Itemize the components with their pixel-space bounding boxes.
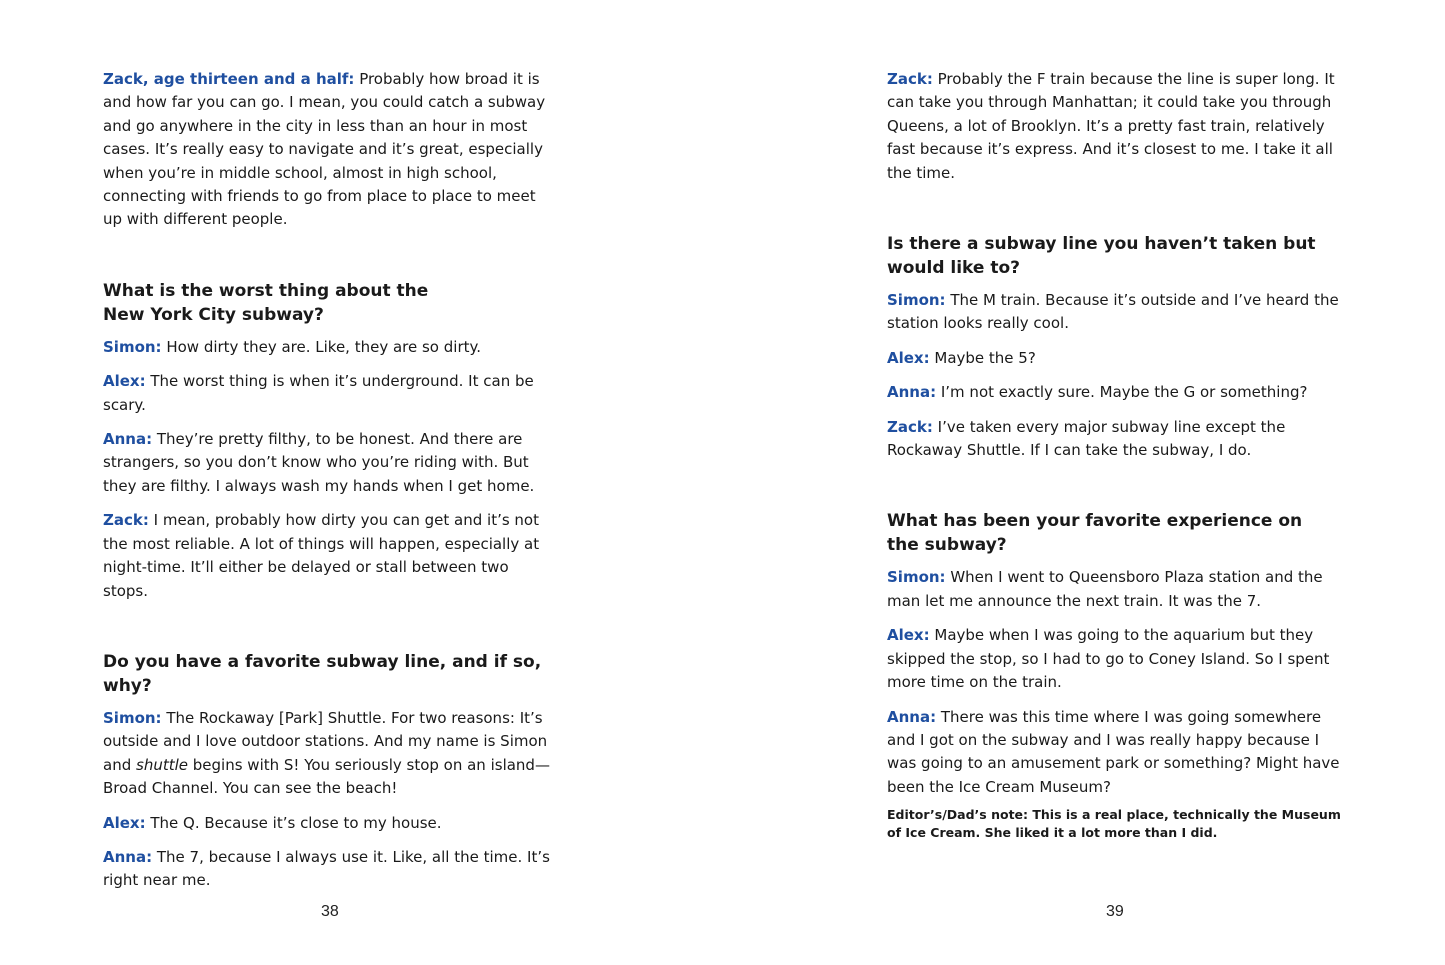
answer-simon [103, 707, 558, 801]
answer-italic: shuttle [136, 755, 188, 774]
answer-anna [887, 706, 1345, 800]
answer-alex [103, 812, 558, 835]
page-number: 39 [1106, 903, 1124, 920]
answer-text: The M train. Because it’s outside and I’ve heard the station looks really cool. [887, 291, 1339, 333]
answer-anna [887, 381, 1345, 404]
answer-alex [887, 624, 1345, 694]
answer-simon [887, 289, 1345, 336]
answer-anna [103, 428, 558, 498]
editor-note: Editor’s/Dad’s note: This is a real place, technically the Museum of Ice Cream. She liked it a lot more than I did. [887, 807, 1341, 841]
speaker-label: Alex: [103, 372, 146, 391]
speaker-label: Anna: [887, 707, 937, 726]
answer-anna [103, 846, 558, 893]
speaker-label: Zack: [887, 417, 933, 436]
page-right-column [887, 68, 1345, 842]
answer-alex [103, 370, 558, 417]
speaker-label: Anna: [103, 847, 153, 866]
answer-zack [103, 509, 558, 603]
speaker-label: Alex: [887, 626, 930, 645]
answer-text: How dirty they are. Like, they are so dirty. [161, 337, 481, 356]
answer-text-continued: begins with S! You seriously stop on an island—Broad Channel. You can see the beach! [103, 755, 550, 798]
speaker-label: Zack: [103, 511, 149, 530]
question-heading: What is the worst thing about the New York City subway? [103, 280, 429, 325]
answer-text: Probably how broad it is and how far you can go. I mean, you could catch a subway and go anywhere in the city in less than an hour in most cases. It’s really easy to navigate and it’s great, especially when you’re in middle school, almost in high school, connecting with friends to go from place to place to meet up with different people. [103, 70, 546, 229]
answer-alex [887, 347, 1345, 370]
answer-text: I’m not exactly sure. Maybe the G or something? [936, 383, 1308, 402]
answer-text: Maybe the 5? [929, 348, 1036, 367]
speaker-label: Simon: [887, 568, 946, 587]
speaker-label: Simon: [103, 337, 162, 356]
question-heading: Is there a subway line you haven’t taken but would like to? [887, 234, 1316, 279]
answer-text: There was this time where I was going somewhere and I got on the subway and I was really happy because I was going to an amusement park or something? Might have been the Ice Cream Museum? [887, 707, 1340, 796]
answer-zack [887, 416, 1345, 463]
question-heading: What has been your favorite experience on the subway? [887, 511, 1303, 556]
page-right [722, 0, 1445, 965]
answer-text: Maybe when I was going to the aquarium but they skipped the stop, so I had to go to Coney Island. So I spent more time on the train. [887, 626, 1330, 692]
answer-text: I mean, probably how dirty you can get and it’s not the most reliable. A lot of things will happen, especially at night-time. It’ll either be delayed or stall between two stops. [103, 511, 540, 600]
speaker-label: Zack: [887, 70, 933, 88]
answer-text: The 7, because I always use it. Like, all the time. It’s right near me. [103, 847, 550, 890]
answer-zack [887, 68, 1345, 185]
speaker-label: Zack, age thirteen and a half: [103, 70, 355, 88]
answer-simon [887, 566, 1345, 613]
answer-text: The Rockaway [Park] Shuttle. For two reasons: It’s outside and I love outdoor stations. And my name is Simon and [103, 708, 548, 774]
answer-simon [103, 336, 558, 359]
answer-zack [103, 68, 558, 232]
speaker-label: Alex: [103, 813, 146, 832]
speaker-label: Alex: [887, 348, 930, 367]
answer-text: Probably the F train because the line is super long. It can take you through Manhattan; it could take you through Queens, a lot of Brooklyn. It’s a pretty fast train, relatively fast because it’s express. And it’s closest to me. I take it all the time. [887, 70, 1335, 182]
question-heading: Do you have a favorite subway line, and if so, why? [103, 651, 542, 696]
speaker-label: Simon: [103, 708, 162, 727]
answer-text: I’ve taken every major subway line except the Rockaway Shuttle. If I can take the subway, I do. [887, 417, 1286, 460]
page-left-column [103, 68, 558, 904]
speaker-label: Anna: [103, 430, 153, 449]
page-number: 38 [321, 903, 339, 920]
speaker-label: Simon: [887, 291, 946, 310]
page-left [0, 0, 722, 965]
speaker-label: Anna: [887, 383, 937, 402]
answer-text: They’re pretty filthy, to be honest. And there are strangers, so you don’t know who you’re riding with. But they are filthy. I always wash my hands when I get home. [103, 430, 535, 495]
answer-text: The worst thing is when it’s underground. It can be scary. [103, 372, 534, 414]
answer-text: When I went to Queensboro Plaza station and the man let me announce the next train. It was the 7. [887, 568, 1323, 610]
answer-text: The Q. Because it’s close to my house. [145, 813, 442, 832]
